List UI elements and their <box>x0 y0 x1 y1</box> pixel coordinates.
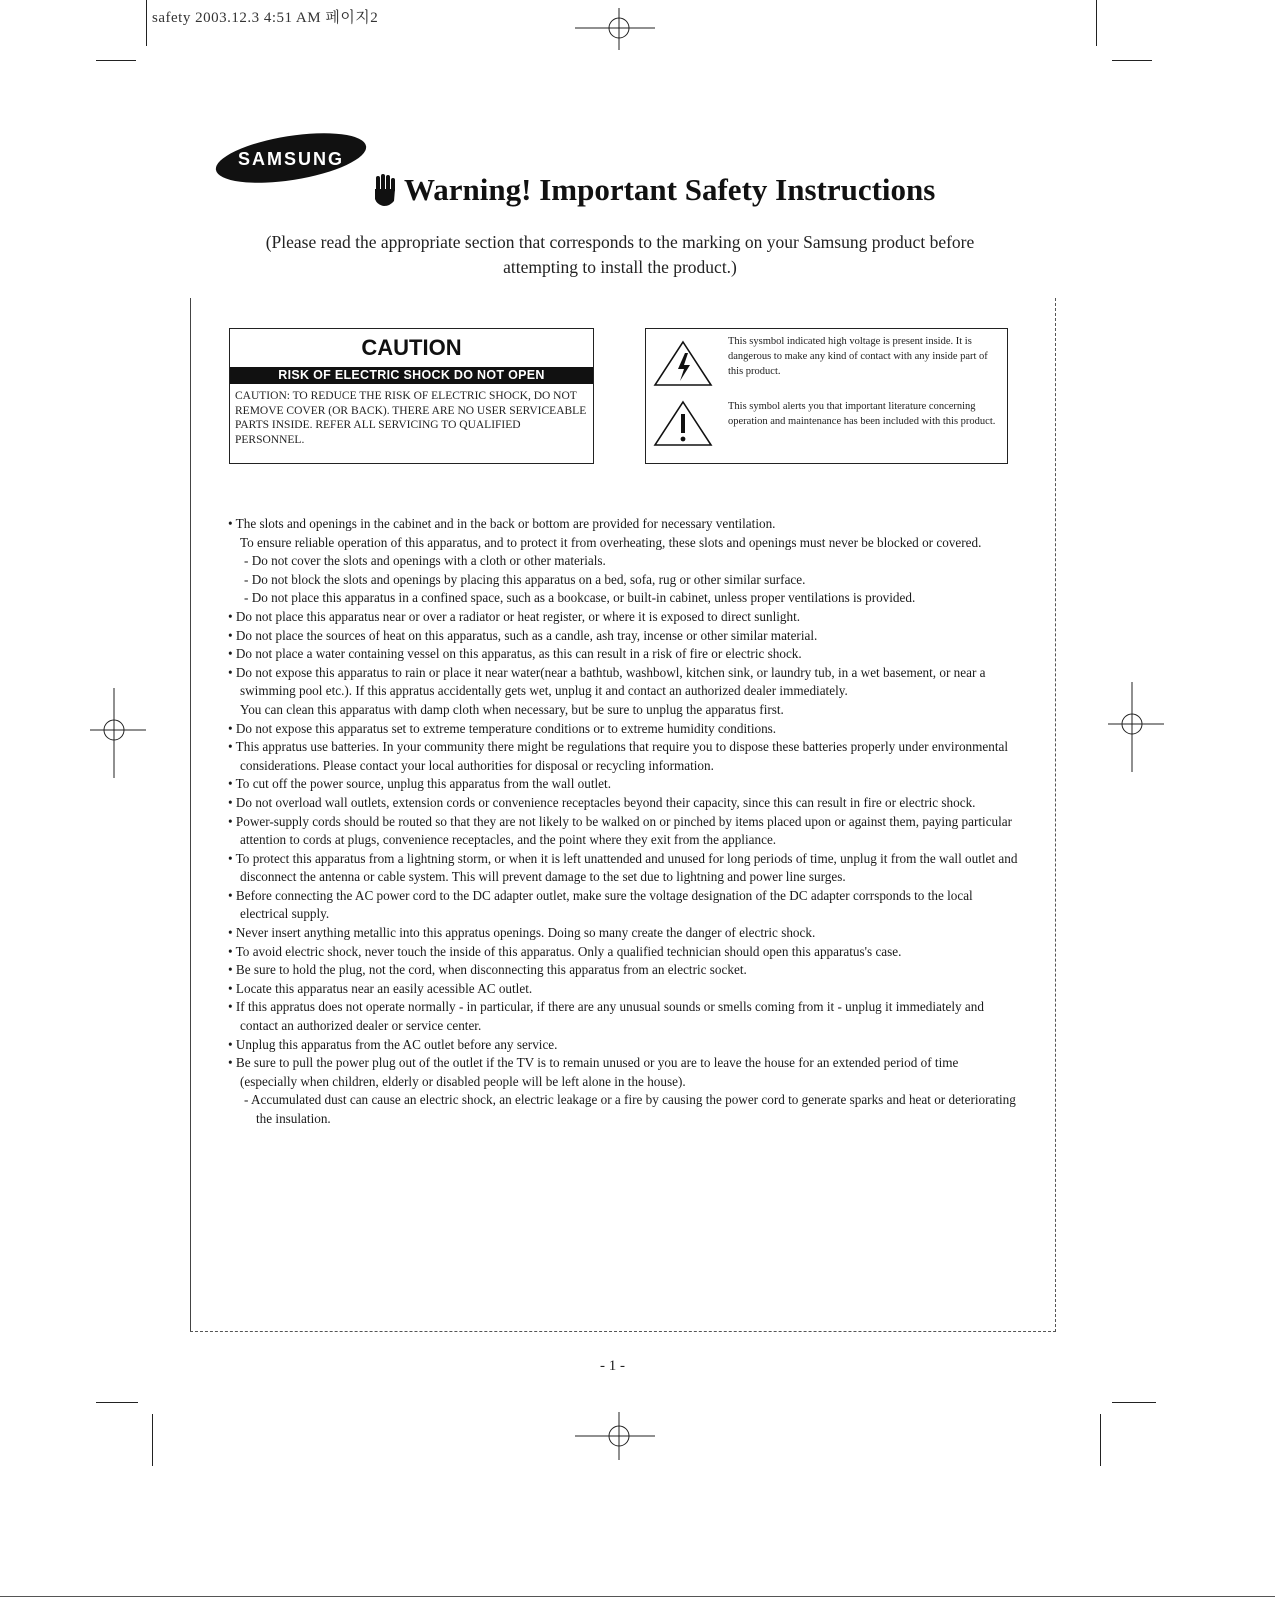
caution-bar: RISK OF ELECTRIC SHOCK DO NOT OPEN <box>230 367 593 384</box>
instruction-item: • Be sure to pull the power plug out of the outlet if the TV is to remain unused or you are to leave the house for an extended period of time (especially when children, elderly or disabled people will be left alone in the house). <box>228 1055 959 1089</box>
file-stamp: safety 2003.12.3 4:51 AM 페이지2 <box>152 10 379 26</box>
instruction-item: • Do not place a water containing vessel on this apparatus, as this can result in a risk of fire or electric shock. <box>228 646 802 662</box>
instruction-item: • Unplug this apparatus from the AC outlet before any service. <box>228 1036 558 1052</box>
instruction-item: • This appratus use batteries. In your community there might be regulations that require you to dispose these batteries properly under environmental considerations. Please contact your local authorities for disposal or recycling information. <box>228 739 1009 773</box>
instruction-item: • Do not expose this apparatus to rain or place it near water(near a bathtub, washbowl, kitchen sink, or laundry tub, in a wet basement, or near a swimming pool etc.). If this appratus accidentally gets wet, unplug it and contact an authorized dealer immediately. <box>228 664 986 699</box>
instruction-item: • Do not overload wall outlets, extension cords or convenience receptacles beyond their capacity, since this can result in fire or electric shock. <box>228 794 976 810</box>
crop-mark <box>146 0 147 46</box>
sub-instruction: - Do not cover the slots and openings with a cloth or other materials. <box>244 553 606 569</box>
sub-instruction: - Do not place this apparatus in a confined space, such as a bookcase, or built-in cabinet, unless proper ventilations is provided. <box>244 590 916 606</box>
logo-text: SAMSUNG <box>237 149 345 169</box>
instruction-item: • To avoid electric shock, never touch the inside of this apparatus. Only a qualified technician should open this apparatus's case. <box>228 943 902 959</box>
symbol-description: This sysmbol indicated high voltage is present inside. It is dangerous to make any kind of contact with any inside part of this product. <box>728 336 988 377</box>
instructions-list <box>228 515 1018 1129</box>
raised-hand-icon <box>372 173 398 207</box>
instruction-item: • To cut off the power source, unplug this apparatus from the wall outlet. <box>228 776 611 792</box>
caution-text: CAUTION: TO REDUCE THE RISK OF ELECTRIC SHOCK, DO NOT REMOVE COVER (OR BACK). THERE ARE NO USER SERVICEABLE PARTS INSIDE. REFER ALL SERVICING TO QUALIFIED PERSONNEL. <box>235 390 587 446</box>
page-title <box>372 172 935 208</box>
crop-mark <box>96 60 136 61</box>
instruction-item: • Do not expose this apparatus set to extreme temperature conditions or to extreme humidity conditions. <box>228 720 777 736</box>
instruction-item: • Before connecting the AC power cord to the DC adapter outlet, make sure the voltage designation of the DC adapter corrsponds to the local electrical supply. <box>228 887 973 922</box>
instruction-item: • The slots and openings in the cabinet and in the back or bottom are provided for necessary ventilation. <box>228 516 776 531</box>
crop-mark <box>96 1402 138 1403</box>
scan-edge-line <box>0 1596 1275 1597</box>
instruction-item: To ensure reliable operation of this apparatus, and to protect it from overheating, these slots and openings must never be blocked or covered. <box>240 534 982 550</box>
sub-instruction: - Accumulated dust can cause an electric shock, an electric leakage or a fire by causing the power cord to generate sparks and heat or deteriorating the insulation. <box>244 1092 1016 1126</box>
sub-instruction: - Do not block the slots and openings by placing this apparatus on a bed, sofa, rug or other similar surface. <box>244 571 806 587</box>
samsung-logo <box>214 128 368 188</box>
crop-mark <box>1112 60 1152 61</box>
caution-box <box>229 328 594 464</box>
registration-mark-icon <box>575 4 655 50</box>
symbols-box <box>645 328 1008 464</box>
caution-heading: CAUTION <box>361 335 462 360</box>
instruction-item: • Do not place this apparatus near or over a radiator or heat register, or where it is exposed to direct sunlight. <box>228 608 801 624</box>
crop-mark <box>1100 1414 1101 1466</box>
crop-mark <box>1096 0 1097 46</box>
crop-mark <box>1112 1402 1156 1403</box>
registration-mark-icon <box>575 1410 655 1460</box>
instruction-item: • To protect this apparatus from a lightning storm, or when it is left unattended and unused for long periods of time, unplug it from the wall outlet and disconnect the antenna or cable system. This will prevent damage to the set due to lightning and power line surges. <box>228 850 1018 885</box>
instruction-item: • Locate this apparatus near an easily acessible AC outlet. <box>228 980 533 996</box>
registration-mark-icon <box>90 688 146 778</box>
exclamation-triangle-icon <box>652 399 714 449</box>
instruction-item: • Be sure to hold the plug, not the cord, when disconnecting this apparatus from an electric socket. <box>228 962 747 978</box>
title-text: Warning! Important Safety Instructions <box>404 172 936 207</box>
symbol-description: This symbol alerts you that important literature concerning operation and maintenance has been included with this product. <box>728 401 996 427</box>
lightning-triangle-icon <box>652 339 714 389</box>
crop-mark <box>152 1414 153 1466</box>
instruction-item: You can clean this apparatus with damp cloth when necessary, but be sure to unplug the apparatus first. <box>240 701 784 717</box>
page-number: - 1 - <box>600 1358 625 1374</box>
instruction-item: • Do not place the sources of heat on this apparatus, such as a candle, ash tray, incense or other similar material. <box>228 627 818 643</box>
instruction-item: • Never insert anything metallic into this appratus openings. Doing so many create the danger of electric shock. <box>228 925 816 941</box>
instruction-item: • Power-supply cords should be routed so that they are not likely to be walked on or pinched by items placed upon or against them, paying particular attention to cords at plugs, convenience receptacles, and the point where they exit from the appliance. <box>228 813 1013 848</box>
registration-mark-icon <box>1108 682 1164 772</box>
subtitle: (Please read the appropriate section that corresponds to the marking on your Samsung product before attempting to install the product.) <box>265 232 975 277</box>
instruction-item: • If this appratus does not operate normally - in particular, if there are any unusual sounds or smells coming from it - unplug it immediately and contact an authorized dealer or service center. <box>228 999 984 1034</box>
